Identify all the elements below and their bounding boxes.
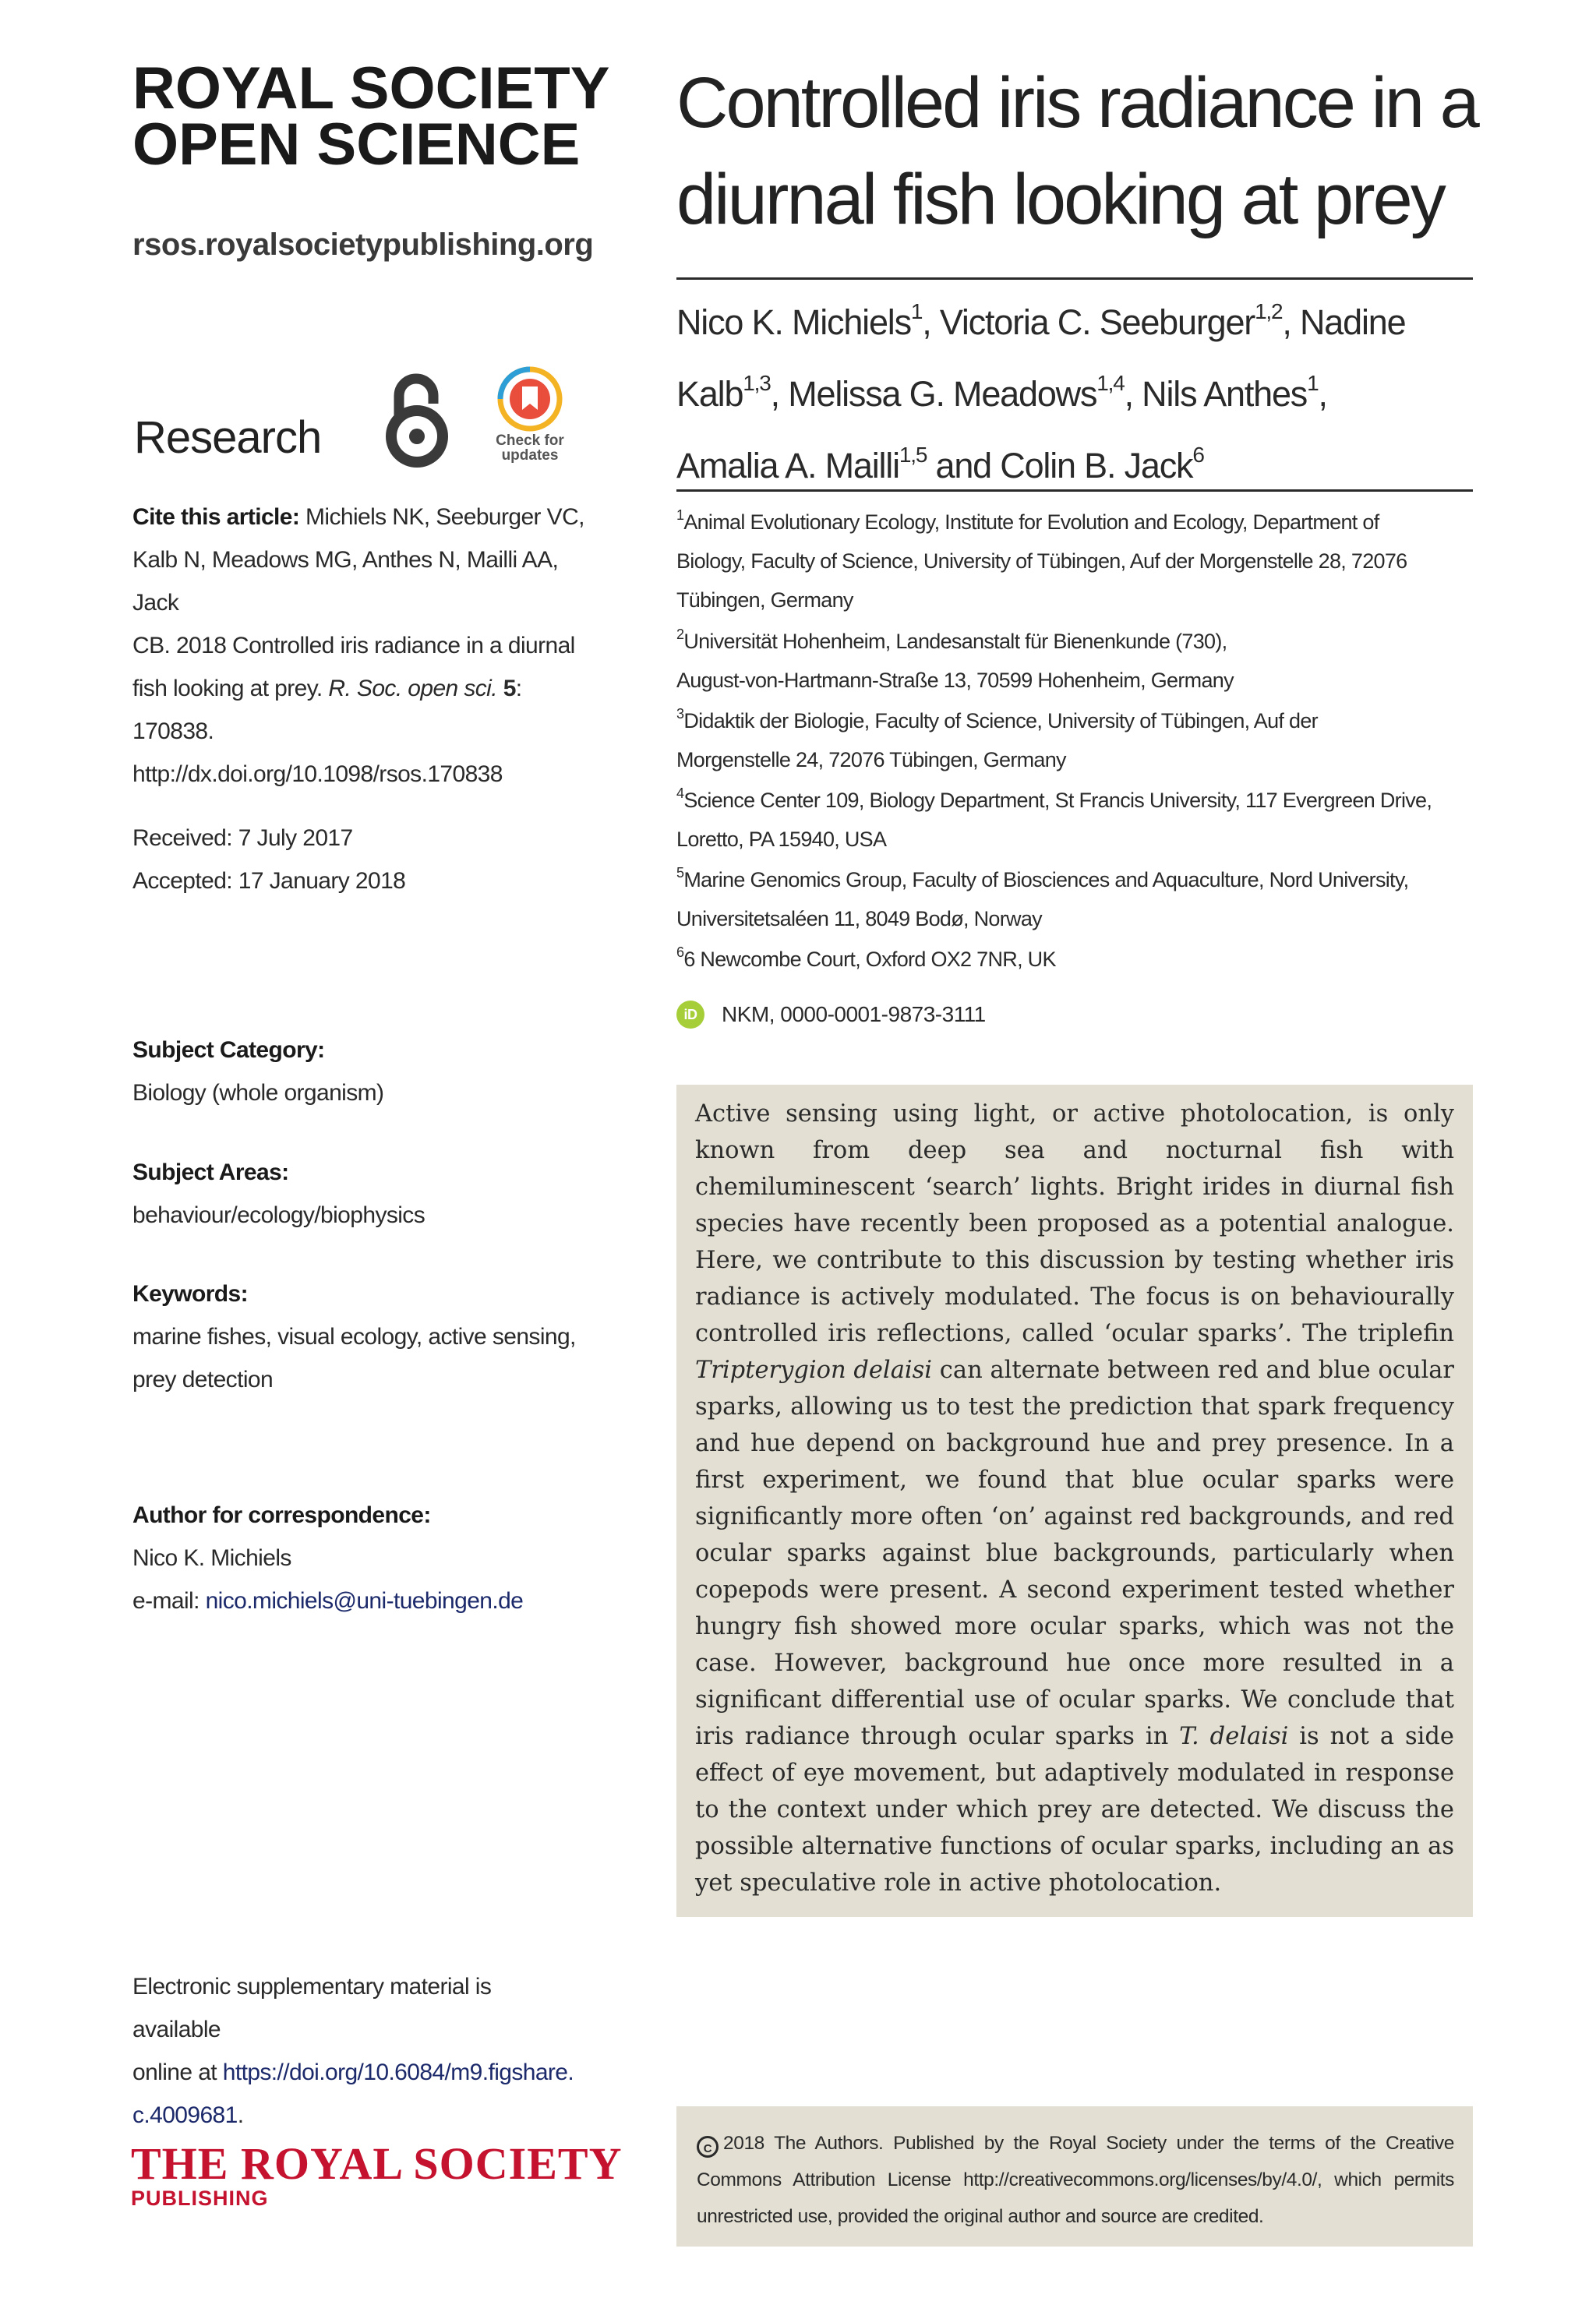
subject-areas-label: Subject Areas: [132, 1160, 289, 1185]
cite-journal: R. Soc. open sci. [328, 676, 497, 701]
license-body: 2018 The Authors. Published by the Royal Society under the terms of the Creative Commons Attribution License http://creativecommons.org/licenses/by/4.0/, which permits unrestricted use, provided the original author and source are credited. [697, 2133, 1454, 2227]
cite-volume: 5 [496, 676, 516, 701]
author-name: and Colin B. Jack [927, 446, 1193, 485]
affiliation-line: Marine Genomics Group, Faculty of Biosciences and Aquaculture, Nord University, [683, 868, 1409, 891]
author-name: Amalia A. Mailli [676, 446, 899, 485]
subject-category [132, 1029, 584, 1114]
affiliation [676, 940, 1479, 979]
subject-category-label: Subject Category: [132, 1037, 325, 1063]
correspondence-label: Author for correspondence: [132, 1502, 431, 1528]
author-sup: 1,2 [1255, 299, 1283, 323]
title-line2: diurnal fish looking at prey [676, 160, 1444, 239]
author-sup: 1,3 [743, 371, 771, 395]
article-title [676, 55, 1479, 248]
abstract-species-short: T. delaisi [1179, 1723, 1289, 1750]
authors-divider [676, 489, 1473, 492]
affiliation [676, 503, 1479, 619]
publisher-name: THE ROYAL SOCIETY [131, 2138, 623, 2189]
affiliation [676, 781, 1479, 859]
affiliation-line: Loretto, PA 15940, USA [676, 828, 887, 851]
correspondence [132, 1494, 584, 1622]
subject-areas-value: behaviour/ecology/biophysics [132, 1202, 425, 1228]
check-for-updates-badge[interactable] [483, 366, 577, 475]
cite-article: : 170838. [132, 676, 522, 744]
title-line1: Controlled iris radiance in a [676, 63, 1478, 143]
author-sup: 1 [910, 299, 923, 323]
supplementary-line: Electronic supplementary material is available [132, 1974, 492, 2042]
author-name: , Nils Anthes [1124, 374, 1308, 414]
author-list [676, 287, 1473, 502]
affiliation [676, 701, 1479, 779]
publisher-logo [131, 2138, 623, 2210]
cite-line: Kalb N, Meadows MG, Anthes N, Mailli AA, Jack [132, 547, 559, 616]
citation-block [132, 496, 584, 796]
affiliation-line: August-von-Hartmann-Straße 13, 70599 Hohenheim, Germany [676, 669, 1234, 692]
accepted-date: Accepted: 17 January 2018 [132, 868, 406, 894]
journal-website[interactable]: rsos.royalsocietypublishing.org [132, 228, 594, 262]
keywords-line: prey detection [132, 1367, 274, 1392]
check-for-updates-line2: updates [501, 447, 559, 464]
title-divider [676, 277, 1473, 280]
orcid-icon: iD [676, 1001, 704, 1029]
cite-line: CB. 2018 Controlled iris radiance in a diurnal [132, 633, 575, 658]
affiliation-line: Morgenstelle 24, 72076 Tübingen, Germany [676, 748, 1066, 771]
email-link[interactable]: nico.michiels@uni-tuebingen.de [205, 1588, 524, 1614]
author-name: , Melissa G. Meadows [770, 374, 1097, 414]
figshare-link-cont[interactable]: c.4009681 [132, 2102, 238, 2128]
open-access-icon [382, 368, 452, 469]
copyright-icon: C [697, 2136, 719, 2158]
check-for-updates-icon [483, 366, 577, 433]
affiliation [676, 622, 1479, 700]
abstract-text [695, 1096, 1454, 1901]
journal-name-line1: ROYAL SOCIETY [132, 55, 610, 122]
author-name: Nico K. Michiels [676, 302, 911, 342]
author-sup: 1,4 [1096, 371, 1125, 395]
abstract-part: can alternate between red and blue ocular sparks, allowing us to test the prediction that spark frequency and hue depend on background hue and prey presence. In a first experiment, we found that blue ocular sparks were significantly more often ‘on’ against red backgrounds, and red ocular sparks against blue backgrounds, particularly when copepods were present. A second experiment tested whether hungry fish showed more ocular sparks, which was not the case. However, background hue once more resulted in a significant differential use of ocular sparks. We conclude that iris radiance through ocular sparks in [695, 1357, 1454, 1750]
author-name: , Nadine [1282, 302, 1406, 342]
cite-line: Michiels NK, Seeburger VC, [299, 504, 584, 530]
author-sup: 1,5 [899, 443, 927, 467]
supplementary-material [132, 1965, 584, 2137]
affiliation-num: 1 [676, 507, 684, 523]
subject-category-value: Biology (whole organism) [132, 1080, 384, 1106]
affiliation-line: Tübingen, Germany [676, 588, 853, 612]
cite-label: Cite this article: [132, 504, 300, 530]
author-name: , Victoria C. Seeburger [922, 302, 1255, 342]
affiliation-num: 3 [676, 706, 684, 722]
affiliation-line: 6 Newcombe Court, Oxford OX2 7NR, UK [683, 948, 1056, 971]
abstract-part: is not a side effect of eye movement, but adaptively modulated in response to the context under which prey are detected. We discuss the possible alternative functions of ocular sparks, including an as yet speculative role in active photolocation. [695, 1723, 1454, 1897]
cite-doi-link[interactable]: http://dx.doi.org/10.1098/rsos.170838 [132, 761, 503, 787]
author-name: Kalb [676, 374, 743, 414]
affiliation [676, 860, 1479, 938]
affiliation-line: Universität Hohenheim, Landesanstalt für Bienenkunde (730), [683, 630, 1227, 653]
affiliation-num: 2 [676, 627, 684, 642]
received-date: Received: 7 July 2017 [132, 825, 353, 851]
affiliation-num: 6 [676, 944, 684, 960]
abstract-box [676, 1085, 1473, 1917]
affiliation-line: Universitetsaléen 11, 8049 Bodø, Norway [676, 907, 1042, 930]
supplementary-prefix: online at [132, 2060, 223, 2085]
keywords-line: marine fishes, visual ecology, active sensing, [132, 1324, 576, 1350]
subject-areas [132, 1151, 584, 1237]
figshare-link[interactable]: https://doi.org/10.6084/m9.figshare. [222, 2060, 574, 2085]
journal-name [132, 55, 610, 178]
license-box [676, 2106, 1473, 2247]
affiliation-line: Animal Evolutionary Ecology, Institute for Evolution and Ecology, Department of [683, 510, 1379, 534]
email-label: e-mail: [132, 1588, 206, 1614]
supplementary-suffix: . [237, 2102, 244, 2128]
license-text [697, 2125, 1454, 2235]
correspondence-name: Nico K. Michiels [132, 1545, 291, 1571]
section-label: Research [134, 412, 322, 463]
keywords [132, 1272, 584, 1401]
keywords-label: Keywords: [132, 1281, 248, 1307]
affiliation-line: Didaktik der Biologie, Faculty of Science, University of Tübingen, Auf der [683, 709, 1318, 732]
abstract-part: Active sensing using light, or active photolocation, is only known from deep sea and nocturnal fish with chemiluminescent ‘search’ lights. Bright irides in diurnal fish species have recently been proposed as a potential analogue. Here, we contribute to this discussion by testing whether iris radiance is actively modulated. The focus is on behaviourally controlled iris reflections, called ‘ocular sparks’. The triplefin [695, 1100, 1454, 1347]
publisher-sub: PUBLISHING [131, 2187, 269, 2210]
abstract-species: Tripterygion delaisi [695, 1357, 933, 1384]
cite-line: fish looking at prey. [132, 676, 329, 701]
orcid-text: NKM, 0000-0001-9873-3111 [722, 1002, 986, 1026]
affiliation-line: Science Center 109, Biology Department, St Francis University, 117 Evergreen Drive, [683, 789, 1432, 812]
affiliation-num: 4 [676, 785, 684, 801]
check-for-updates-line1: Check for [496, 432, 564, 449]
author-separator: , [1318, 374, 1327, 414]
dates-block [132, 817, 584, 902]
journal-name-line2: OPEN SCIENCE [132, 111, 581, 178]
author-sup: 6 [1192, 443, 1204, 467]
author-sup: 1 [1307, 371, 1319, 395]
affiliation-line: Biology, Faculty of Science, University of Tübingen, Auf der Morgenstelle 28, 72076 [676, 549, 1407, 573]
orcid[interactable] [676, 999, 986, 1030]
affiliation-num: 5 [676, 865, 684, 881]
